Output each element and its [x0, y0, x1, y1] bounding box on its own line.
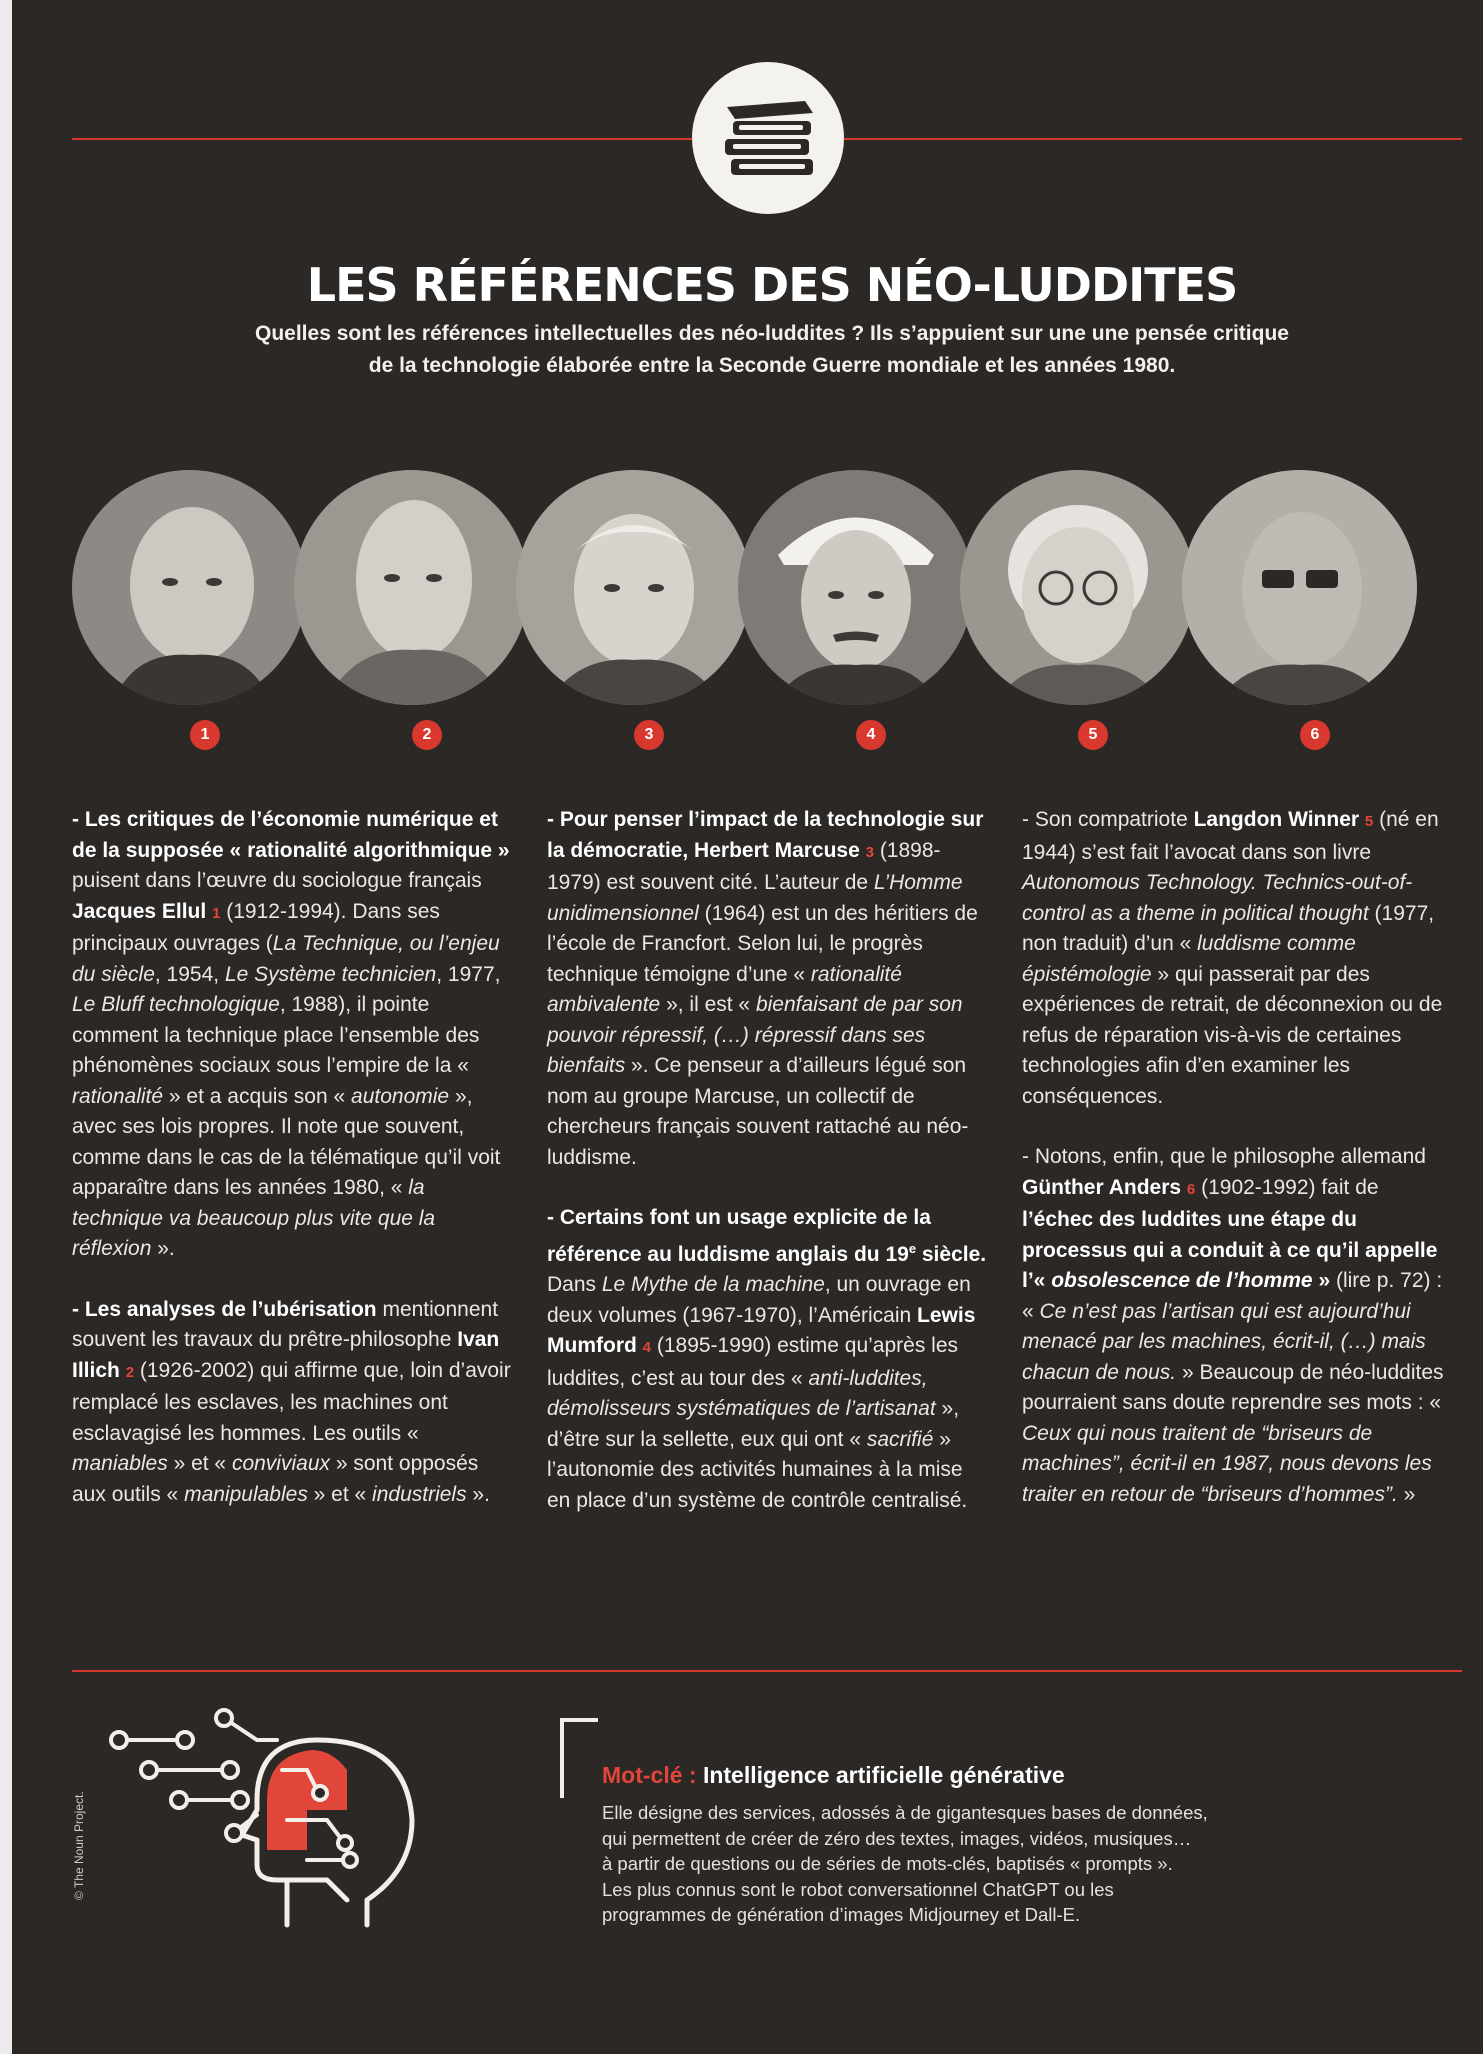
portrait-number-badge: 1 [190, 720, 220, 750]
books-icon-circle [692, 62, 844, 214]
paragraph-anders: - Notons, enfin, que le philosophe allemand Günther Anders 6 (1902-1992) fait de l’échec des luddites une étape du processus qui a conduit à ce qu’il appelle l’« obsolescence de l’homme » (lire p. 72) : « Ce n’est pas l’artisan qui est aujourd’hui menacé par les machines, écrit-il, (…) mais chacun de nous. » Beaucoup de néo-luddites pourraient sans doute reprendre ses mots : « Ceux qui nous traitent de “briseurs de machines”, écrit-il en 1987, nous devons les traiter en retour de “briseurs d’hommes”. » [1022, 1145, 1444, 1506]
portrait-lewis-mumford [738, 470, 973, 705]
portrait-photo [72, 470, 307, 705]
portrait-photo [960, 470, 1195, 705]
keyword-line: qui permettent de créer de zéro des textes, images, vidéos, musiques… [602, 1827, 1192, 1849]
portrait-number-badge: 5 [1078, 720, 1108, 750]
image-credit: © The Noun Project. [72, 1791, 86, 1900]
subtitle-line-1: Quelles sont les références intellectuelles des néo-luddites ? Ils s’appuient sur une une pensée critique [255, 322, 1289, 345]
portrait-langdon-winner [960, 470, 1195, 705]
text-column-2 [547, 805, 987, 1546]
portrait-number-badge: 4 [856, 720, 886, 750]
portrait-jacques-ellul [72, 470, 307, 705]
keyword-line: Elle désigne des services, adossés à de gigantesques bases de données, [602, 1802, 1208, 1823]
keyword-frame-horizontal [560, 1718, 598, 1722]
portrait-number-badge: 6 [1300, 720, 1330, 750]
keyword-line: programmes de génération d’images Midjourney et Dall-E. [602, 1904, 1081, 1925]
paragraph-illich: - Les analyses de l’ubérisation mentionnent souvent les travaux du prêtre-philosophe Ivan Illich 2 (1926-2002) qui affirme que, loin d’avoir remplacé les esclaves, les machines ont esclavagisé les hommes. Les outils « maniables » et « conviviaux » sont opposés aux outils « manipulables » et « industriels ». [72, 1297, 511, 1506]
paragraph-mumford: - Certains font un usage explicite de la référence au luddisme anglais du 19e siècle. Dans Le Mythe de la machine, un ouvrage en deux volumes (1967-1970), l’Américain Lewis Mumford 4 (1895-1990) estime qu’après les luddites, c’est au tour des « anti-luddites, démolisseurs systématiques de l’artisanat », d’être sur la sellette, eux qui ont « sacrifié » l’autonomie des activités humaines à la mise en place d’un système de contrôle centralisé. [547, 1206, 987, 1512]
books-icon [713, 93, 823, 183]
paragraph-marcuse: - Pour penser l’impact de la technologie sur la démocratie, Herbert Marcuse 3 (1898-1979) est souvent cité. L’auteur de L’Homme unidimensionnel (1964) est un des héritiers de l’école de Francfort. Selon lui, le progrès technique témoigne d’une « rationalité ambivalente », il est « bienfaisant de par son pouvoir répressif, (…) répressif dans ses bienfaits ». Ce penseur a d’ailleurs légué son nom au groupe Marcuse, un collectif de chercheurs français souvent rattaché au néo-luddisme. [547, 808, 984, 1169]
ai-brain-head-icon [107, 1700, 487, 1940]
paragraph-ellul: - Les critiques de l’économie numérique et de la supposée « rationalité algorithmique » puisent dans l’œuvre du sociologue français Jacques Ellul 1 (1912-1994). Dans ses principaux ouvrages (La Technique, ou l’enjeu du siècle, 1954, Le Système technicien, 1977, Le Bluff technologique, 1988), il pointe comment la technique place l’ensemble des phénomènes sociaux sous l’empire de la « rationalité » et a acquis son « autonomie », avec ses lois propres. Il note que souvent, comme dans le cas de la télématique qu’il voit apparaître dans les années 1980, « la technique va beaucoup plus vite que la réflexion ». [72, 808, 510, 1260]
portrait-gunther-anders [1182, 470, 1417, 705]
keyword-frame-vertical [560, 1718, 564, 1798]
infographic-page [12, 0, 1483, 2054]
subtitle-line-2: de la technologie élaborée entre la Seconde Guerre mondiale et les années 1980. [368, 354, 1176, 377]
portrait-photo [738, 470, 973, 705]
text-column-1 [72, 805, 512, 1540]
keyword-line: à partir de questions ou de séries de mots-clés, baptisés « prompts ». [602, 1853, 1173, 1874]
text-column-3 [1022, 805, 1452, 1540]
portrait-number-badge: 2 [412, 720, 442, 750]
portrait-herbert-marcuse [516, 470, 751, 705]
keyword-definition [602, 1800, 1302, 1928]
keyword-line: Les plus connus sont le robot conversationnel ChatGPT ou les [602, 1878, 1114, 1900]
paragraph-winner: - Son compatriote Langdon Winner 5 (né en 1944) s’est fait l’avocat dans son livre Autonomous Technology. Technics-out-of-control as a theme in political thought (1977, non traduit) d’un « luddisme comme épistémologie » qui passerait par des expériences de retrait, de déconnexion ou de refus de réparation vis-à-vis de certaines technologies afin d’en examiner les conséquences. [1022, 808, 1443, 1108]
bottom-red-rule [72, 1670, 1462, 1672]
portrait-number-badge: 3 [634, 720, 664, 750]
portrait-ivan-illich [294, 470, 529, 705]
portrait-photo [1182, 470, 1417, 705]
page-subtitle [162, 318, 1382, 382]
portrait-photo [516, 470, 751, 705]
keyword-title: Mot-clé : Intelligence artificielle générative [602, 1762, 1065, 1788]
page-title: LES RÉFÉRENCES DES NÉO-LUDDITES [306, 258, 1238, 312]
portrait-photo [294, 470, 529, 705]
